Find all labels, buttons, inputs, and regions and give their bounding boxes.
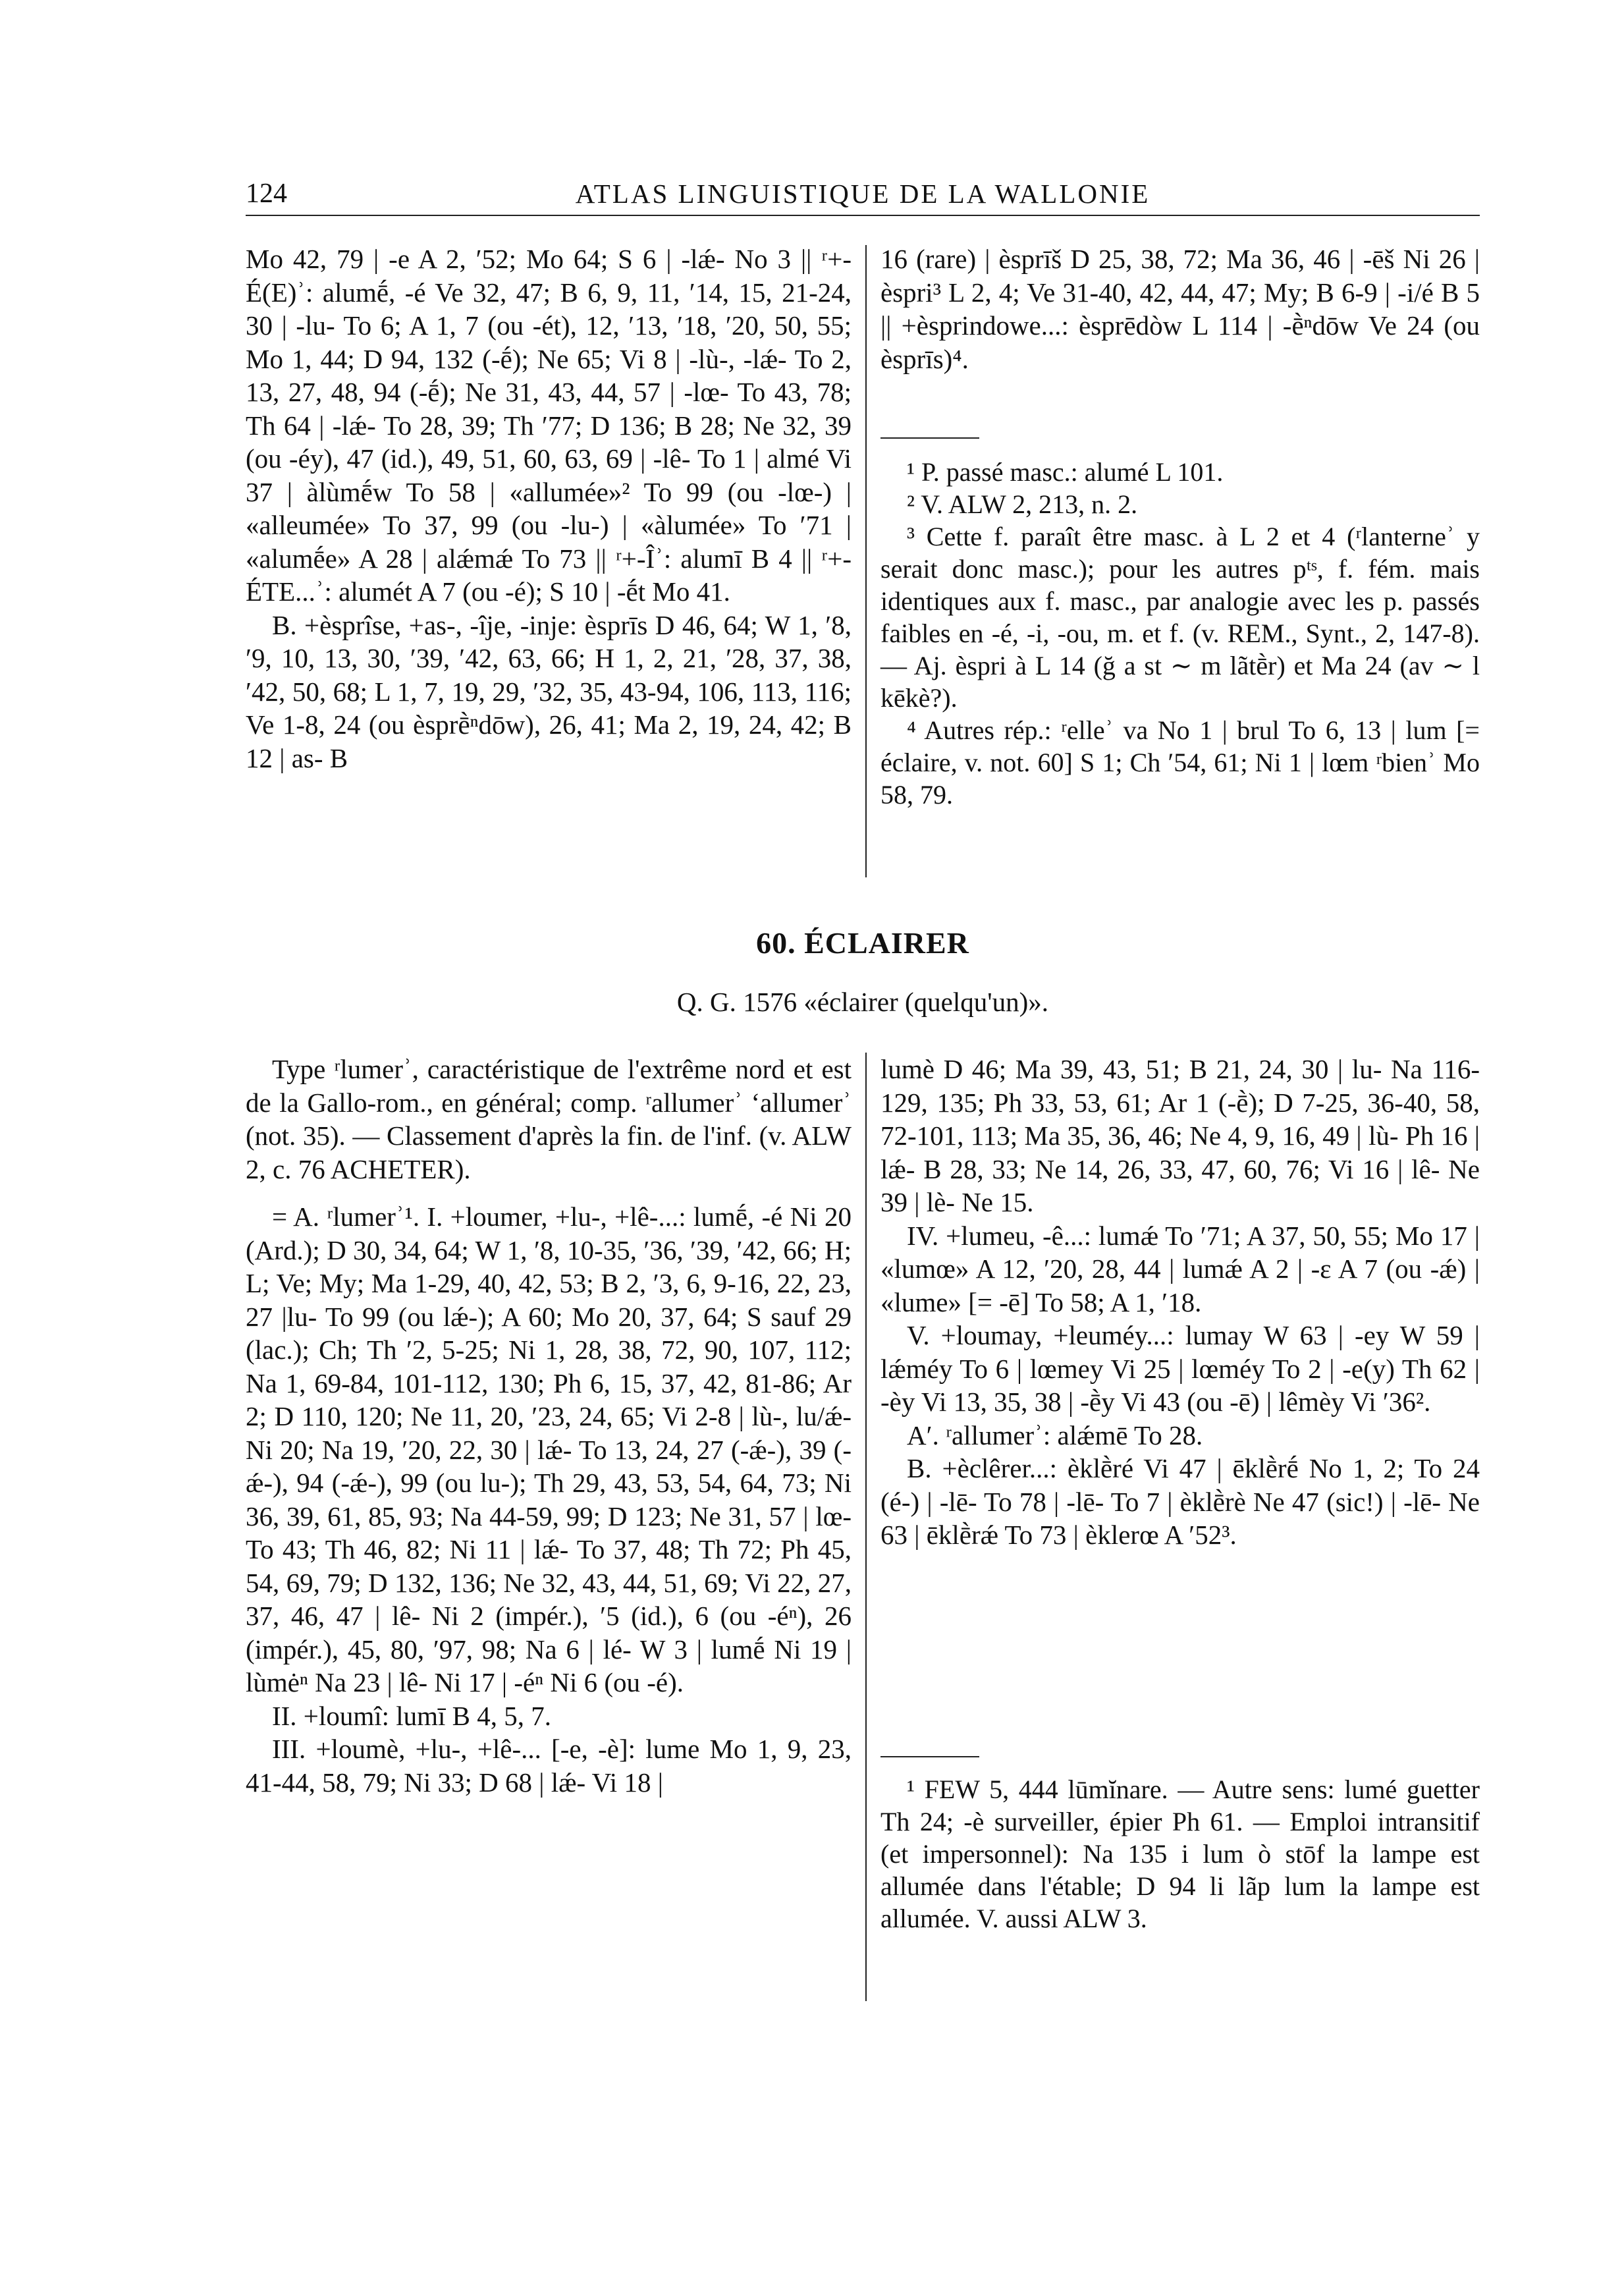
- entry-title: 60. ÉCLAIRER: [756, 926, 969, 960]
- entry-footnotes: [880, 1773, 1480, 1935]
- top-left-column: [246, 242, 852, 775]
- top-footnotes: [880, 456, 1480, 811]
- footnote-rule: [880, 437, 979, 439]
- column-divider: [865, 245, 867, 877]
- page-number: 124: [246, 179, 287, 209]
- top-right-column: [880, 242, 1480, 375]
- paragraph: B. +èclêrer...: èklḕré Vi 47 | ēklḕrḗ No 1, 2; To 24 (é-) | -lē- To 78 | -lē- To 7 | èklḕrè Ne 47 (sic!) | -lē- Ne 63 | ēklḕrǽ To 73 | èklerœ A ′52³.: [880, 1453, 1480, 1550]
- paragraph: lumè D 46; Ma 39, 43, 51; B 21, 24, 30 | lu- Na 116-129, 135; Ph 33, 53, 61; Ar 1 (-ḕ); D 7-25, 36-40, 58, 72-101, 113; Ma 35, 36, 46; Ne 4, 9, 16, 49 | lù- Ph 16 | lǽ- B 28, 33; Ne 14, 26, 33, 47, 60, 76; Vi 16 | lê- Ne 39 | lè- Ne 15.: [880, 1054, 1480, 1217]
- footnote: ² V. ALW 2, 213, n. 2.: [907, 489, 1138, 519]
- paragraph: II. +loumî: lumī B 4, 5, 7.: [272, 1700, 552, 1731]
- entry-question: Q. G. 1576 «éclairer (quelqu'un)».: [676, 987, 1049, 1017]
- paragraph: Type ʳlumerʾ, caractéristique de l'extrême nord et est de la Gallo-rom., en général; comp. ʳallumerʾ ʻallumerʾ (not. 35). — Classement d'après la fin. de l'inf. (v. ALW 2, c. 76 ACHETER).: [246, 1054, 852, 1184]
- running-title: ATLAS LINGUISTIQUE DE LA WALLONIE: [575, 179, 1150, 209]
- entry-left-column: [246, 1053, 852, 1799]
- entry-right-column: [880, 1053, 1480, 1552]
- footnote: ¹ FEW 5, 444 lūmĭnare. — Autre sens: lumé guetter Th 24; -è surveiller, épier Ph 61. — Emploi intransitif (et impersonnel): Na 135 i lum ò stōf la lampe est allumée dans l'étable; D 94 li lãp lum la lampe est allumée. V. aussi ALW 3.: [880, 1775, 1480, 1933]
- footnote: ³ Cette f. paraît être masc. à L 2 et 4 (ʳlanterneʾ y serait donc masc.); pour les autres pᵗˢ, f. fém. mais identiques aux f. masc., par analogie avec les p. passés faibles en -é, -i, -ou, m. et f. (v. REM., Synt., 2, 147-8). — Aj. èspri à L 14 (ğ a st ∼ m lãtḕr) et Ma 24 (av ∼ l kēkè?).: [880, 522, 1480, 713]
- footnote-rule: [880, 1756, 979, 1757]
- paragraph: IV. +lumeu, -ê...: lumǽ To ′71; A 37, 50, 55; Mo 17 | «lumœ» A 12, ′20, 28, 44 | lumǽ A 2 | -ɛ A 7 (ou -ǽ) | «lume» [= -ē] To 58; A 1, ′18.: [880, 1220, 1480, 1317]
- paragraph: Mo 42, 79 | -e A 2, ′52; Mo 64; S 6 | -lǽ- No 3 || ʳ+-É(E)ʾ: alumḗ, -é Ve 32, 47; B 6, 9, 11, ′14, 15, 21-24, 30 | -lu- To 6; A 1, 7 (ou -ét), 12, ′13, ′18, ′20, 50, 55; Mo 1, 44; D 94, 132 (-ḗ); Ne 65; Vi 8 | -lù-, -lǽ- To 2, 13, 27, 48, 94 (-ḗ); Ne 31, 43, 44, 57 | -lœ- To 43, 78; Th 64 | -lǽ- To 28, 39; Th ′77; D 136; B 28; Ne 32, 39 (ou -éy), 47 (id.), 49, 51, 60, 63, 69 | -lê- To 1 | almé Vi 37 | àlùmḗw To 58 | «allumée»² To 99 (ou -lœ-) | «alleumée» To 37, 99 (ou -lu-) | «àlumée» To ′71 | «alumḗe» A 28 | alǽmǽ To 73 || ʳ+-Îʾ: alumī B 4 || ʳ+-ÉTE...ʾ: alumét A 7 (ou -é); S 10 | -ḗt Mo 41.: [246, 244, 852, 607]
- footnote: ¹ P. passé masc.: alumé L 101.: [907, 457, 1224, 487]
- footnote: ⁴ Autres rép.: ʳelleʾ va No 1 | brul To 6, 13 | lum [= éclaire, v. not. 60] S 1; Ch ′54, 61; Ni 1 | lœm ʳbienʾ Mo 58, 79.: [880, 715, 1480, 810]
- paragraph: A′. ʳallumerʾ: alǽmē To 28.: [907, 1419, 1203, 1450]
- column-divider: [865, 1053, 867, 2001]
- paragraph: = A. ʳlumerʾ¹. I. +loumer, +lu-, +lê-...: lumḗ, -é Ni 20 (Ard.); D 30, 34, 64; W 1, ′8, 10-35, ′36, ′39, ′42, 66; H; L; Ve; My; Ma 1-29, 40, 42, 53; B 2, ′3, 6, 9-16, 22, 23, 27 |lu- To 99 (ou lǽ-); A 60; Mo 20, 37, 64; S sauf 29 (lac.); Ch; Th ′2, 5-25; Ni 1, 28, 38, 72, 90, 107, 112; Na 1, 69-84, 101-112, 130; Ph 6, 15, 37, 42, 81-86; Ar 2; D 110, 120; Ne 11, 20, ′23, 24, 65; Vi 2-8 | lù-, lu/ǽ- Ni 20; Na 19, ′20, 22, 30 | lǽ- To 13, 24, 27 (-ǽ-), 39 (-ǽ-), 94 (-ǽ-), 99 (ou lu-); Th 29, 43, 53, 54, 64, 73; Ni 36, 39, 61, 85, 93; Na 44-59, 99; D 123; Ne 31, 57 | lœ- To 43; Th 46, 82; Ni 11 | lǽ- To 37, 48; Th 72; Ph 45, 54, 69, 79; D 132, 136; Ne 32, 43, 44, 51, 69; Vi 22, 27, 37, 46, 47 | lê- Ni 2 (impér.), ′5 (id.), 6 (ou -éⁿ), 26 (impér.), 45, 80, ′97, 98; Na 6 | lé- W 3 | lumḗ Ni 19 | lùmėⁿ Na 23 | lê- Ni 17 | -éⁿ Ni 6 (ou -é).: [246, 1201, 852, 1697]
- paragraph: III. +loumè, +lu-, +lê-... [-e, -è]: lume Mo 1, 9, 23, 41-44, 58, 79; Ni 33; D 68 | lǽ- Vi 18 |: [246, 1734, 852, 1798]
- paragraph: 16 (rare) | èsprīš D 25, 38, 72; Ma 36, 46 | -ēš Ni 26 | èspri³ L 2, 4; Ve 31-40, 42, 44, 47; My; B 6-9 | -i/é B 5 || +èsprindowe...: èsprēdòw L 114 | -ḕⁿdōw Ve 24 (ou èsprīs)⁴.: [880, 244, 1480, 374]
- paragraph: V. +loumay, +leuméy...: lumay W 63 | -ey W 59 | lǽméy To 6 | lœmey Vi 25 | lœméy To 2 | -e(y) Th 62 | -èy Vi 13, 35, 38 | -ḕy Vi 43 (ou -ē) | lêmèy Vi ′36².: [880, 1320, 1480, 1417]
- page-header: [246, 173, 1480, 216]
- paragraph: B. +èsprîse, +as-, -îje, -inje: èsprīs D 46, 64; W 1, ′8, ′9, 10, 13, 30, ′39, ′42, 63, 66; H 1, 2, 21, ′28, 37, 38, ′42, 50, 68; L 1, 7, 19, 29, ′32, 35, 43-94, 106, 113, 116; Ve 1-8, 24 (ou èsprḕⁿdōw), 26, 41; Ma 2, 19, 24, 42; B 12 | as- B: [246, 609, 852, 773]
